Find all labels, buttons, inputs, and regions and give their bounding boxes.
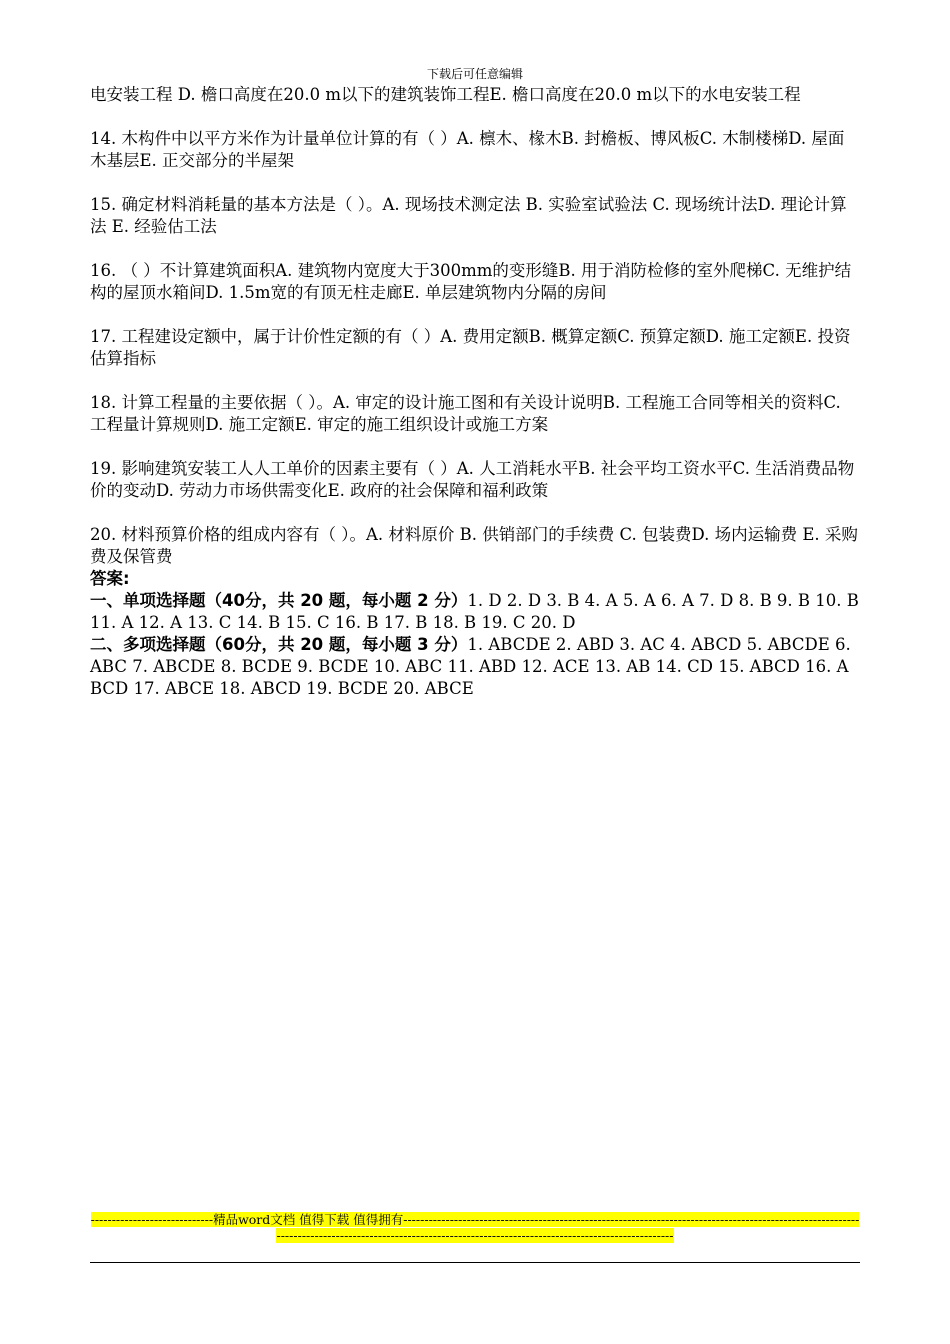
question-17: 17. 工程建设定额中，属于计价性定额的有（ ）A. 费用定额B. 概算定额C. 预算定额D. 施工定额E. 投资估算指标 xyxy=(90,327,851,368)
question-15: 15. 确定材料消耗量的基本方法是（ ）。A. 现场技术测定法 B. 实验室试验法 C. 现场统计法D. 理论计算法 E. 经验估工法 xyxy=(90,195,847,236)
single-choice-answer-text: 1. D 2. D 3. B 4. A 5. A 6. A 7. D 8. B 9. B 10. B 11. A 12. A 13. C 14. B 15. C 16. B 17. B 18. B 19. C 20. D xyxy=(90,591,859,632)
question-continuation: 电安装工程 D. 檐口高度在20.0 m以下的建筑装饰工程E. 檐口高度在20.0 m以下的水电安装工程 xyxy=(90,85,801,104)
question-20: 20. 材料预算价格的组成内容有（ ）。A. 材料原价 B. 供销部门的手续费 C. 包装费D. 场内运输费 E. 采购费及保管费 xyxy=(90,525,858,566)
multiple-choice-label: 二、多项选择题（60分，共 20 题，每小题 3 分） xyxy=(90,635,468,654)
question-19: 19. 影响建筑安装工人人工单价的因素主要有（ ）A. 人工消耗水平B. 社会平均工资水平C. 生活消费品物价的变动D. 劳动力市场供需变化E. 政府的社会保障和福利政策 xyxy=(90,459,855,500)
single-choice-label: 一、单项选择题（40分，共 20 题，每小题 2 分） xyxy=(90,591,468,610)
question-18: 18. 计算工程量的主要依据（ ）。A. 审定的设计施工图和有关设计说明B. 工程施工合同等相关的资料C. 工程量计算规则D. 施工定额E. 审定的施工组织设计或施工方案 xyxy=(90,393,841,434)
footer-divider xyxy=(90,1262,860,1263)
single-choice-answers xyxy=(90,590,860,634)
page-footer xyxy=(90,1212,860,1244)
question-14: 14. 木构件中以平方米作为计量单位计算的有（ ）A. 檩木、椽木B. 封檐板、博风板C. 木制楼梯D. 屋面木基层E. 正交部分的半屋架 xyxy=(90,129,845,170)
question-16: 16. （ ）不计算建筑面积A. 建筑物内宽度大于300mm的变形缝B. 用于消防检修的室外爬梯C. 无维护结构的屋顶水箱间D. 1.5m宽的有顶无柱走廊E. 单层建筑物内分隔的房间 xyxy=(90,261,852,302)
footer-highlight-text: -----------------------------精品word文档 值得下载 值得拥有---------------------------------------------------------------------------------------------------------------------------------------------------------------------------------------------------------- xyxy=(90,1212,860,1243)
page-header: 下载后可任意编辑 xyxy=(426,67,523,81)
answers-heading: 答案: xyxy=(90,569,130,588)
multiple-choice-answer-text: 1. ABCDE 2. ABD 3. AC 4. ABCD 5. ABCDE 6. ABC 7. ABCDE 8. BCDE 9. BCDE 10. ABC 11. ABD 12. ACE 13. AB 14. CD 15. ABCD 16. ABCD 17. ABCE 18. ABCD 19. BCDE 20. ABCE xyxy=(90,635,851,698)
document-body xyxy=(90,84,860,700)
multiple-choice-answers xyxy=(90,634,860,700)
answers-section xyxy=(90,568,860,700)
